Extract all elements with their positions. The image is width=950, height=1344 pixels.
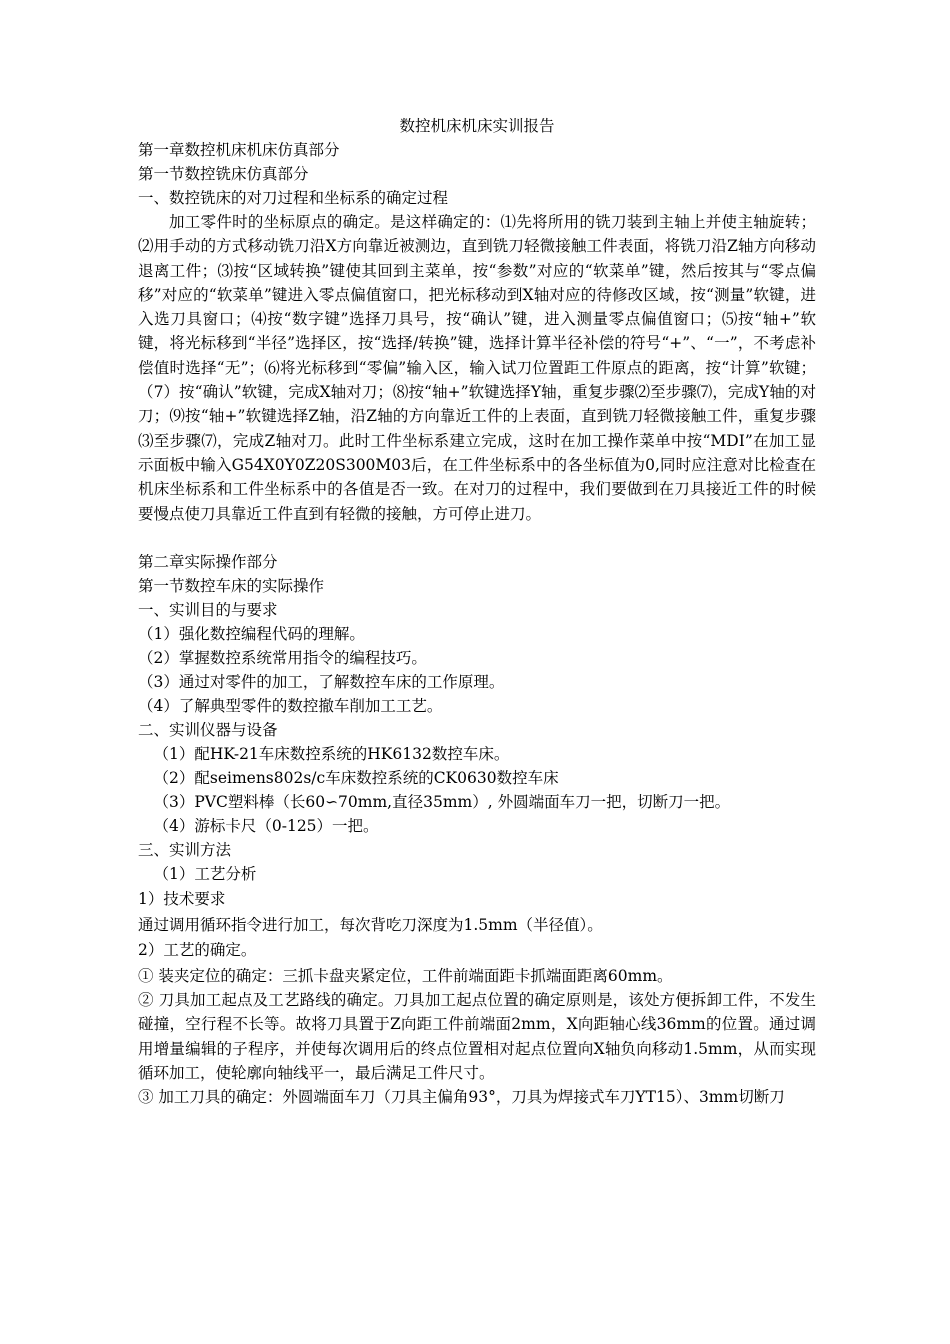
process-step-2: ② 刀具加工起点及工艺路线的确定。刀具加工起点位置的确定原则是，该处方便拆卸工件，不发生碰撞，空行程不长等。故将刀具置于Z向距工件前端面2mm，X向距轴心线36mm的位置。通过调用增量编辑的子程序，并使每次调用后的终点位置相对起点位置向X轴负向移动1.5mm，从而实现循环加工，使轮廓向轴线平一，最后满足工件尺寸。: [138, 991, 816, 1083]
document-title: 数控机床机床实训报告: [399, 117, 555, 135]
process-heading: 2）工艺的确定。: [138, 941, 257, 960]
chapter-1-heading: 第一章数控机床机床仿真部分: [138, 141, 340, 159]
equipment-item: （1）配HK-21车床数控系统的HK6132数控车床。: [153, 744, 510, 763]
tech-requirement-text: 通过调用循环指令进行加工，每次背吃刀深度为1.5mm（半径值）。: [138, 915, 603, 934]
equipment-item: （4）游标卡尺（0-125）一把。: [153, 816, 379, 835]
equipment-item: （3）PVC塑料棒（长60∽70mm,直径35mm）, 外圆端面车刀一把，切断刀一把。: [153, 792, 731, 811]
method-item: （1）工艺分析: [153, 864, 257, 883]
goal-item: （1）强化数控编程代码的理解。: [138, 624, 365, 643]
tech-requirement-heading: 1）技术要求: [138, 890, 226, 909]
section-1-1-heading: 第一节数控铣床仿真部分: [138, 165, 309, 183]
paragraph-tool-setting: 加工零件时的坐标原点的确定。是这样确定的：⑴先将所用的铣刀装到主轴上并使主轴旋转；⑵用手动的方式移动铣刀沿X方向靠近被测边，直到铣刀轻微接触工件表面，将铣刀沿Z轴方向移动退离工件；⑶按“区域转换”键使其回到主菜单，按“参数”对应的“软菜单”键，然后按其与“零点偏移”对应的“软菜单”键进入零点偏值窗口，把光标移动到X轴对应的待修改区域，按“测量”软键，进入选刀具窗口；⑷按“数字键”选择刀具号，按“确认”键，进入测量零点偏值窗口；⑸按“轴+”软键，将光标移到“半径”选择区，按“选择/转换”键，选择计算半径补偿的符号“+”、“一”，不考虑补偿值时选择“无”；⑹将光标移到“零偏”输入区，输入试刀位置距工件原点的距离，按“计算”软键；（7）按“确认”软键，完成X轴对刀；⑻按“轴+”软键选择Y轴，重复步骤⑵至步骤⑺，完成Y轴的对刀；⑼按“轴+”软键选择Z轴，沿Z轴的方向靠近工件的上表面，直到铣刀轻微接触工件，重复步骤⑶至步骤⑺，完成Z轴对刀。此时工件坐标系建立完成，这时在加工操作菜单中按“MDI”在加工显示面板中输入G54X0Y0Z20S300M03后，在工件坐标系中的各坐标值为0,同时应注意对比检查在机床坐标系和工件坐标系中的各值是否一致。在对刀的过程中，我们要做到在刀具接近工件的时候要慢点使刀具靠近工件直到有轻微的接触，方可停止进刀。: [138, 213, 816, 523]
goal-item: （4）了解典型零件的数控撤车削加工工艺。: [138, 696, 443, 715]
goal-item: （2）掌握数控系统常用指令的编程技巧。: [138, 648, 427, 667]
item-2-1-heading: 一、实训目的与要求: [138, 600, 278, 619]
process-step-3: ③ 加工刀具的确定：外圆端面车刀（刀具主偏角93°，刀具为焊接式车刀YT15）、3mm切断刀: [138, 1088, 785, 1107]
document-page: [138, 114, 816, 1110]
equipment-item: （2）配seimens802s/c车床数控系统的CK0630数控车床: [153, 768, 559, 787]
item-2-2-heading: 二、实训仪器与设备: [138, 720, 278, 739]
chapter-2-heading: 第二章实际操作部分: [138, 552, 278, 571]
item-2-3-heading: 三、实训方法: [138, 840, 232, 859]
item-1-1-heading: 一、数控铣床的对刀过程和坐标系的确定过程: [138, 189, 449, 207]
section-2-1-heading: 第一节数控车床的实际操作: [138, 576, 325, 595]
process-step-1: ① 装夹定位的确定：三抓卡盘夹紧定位，工件前端面距卡抓端面距离60mm。: [138, 966, 673, 985]
goal-item: （3）通过对零件的加工，了解数控车床的工作原理。: [138, 672, 505, 691]
blank-line: [138, 526, 816, 550]
